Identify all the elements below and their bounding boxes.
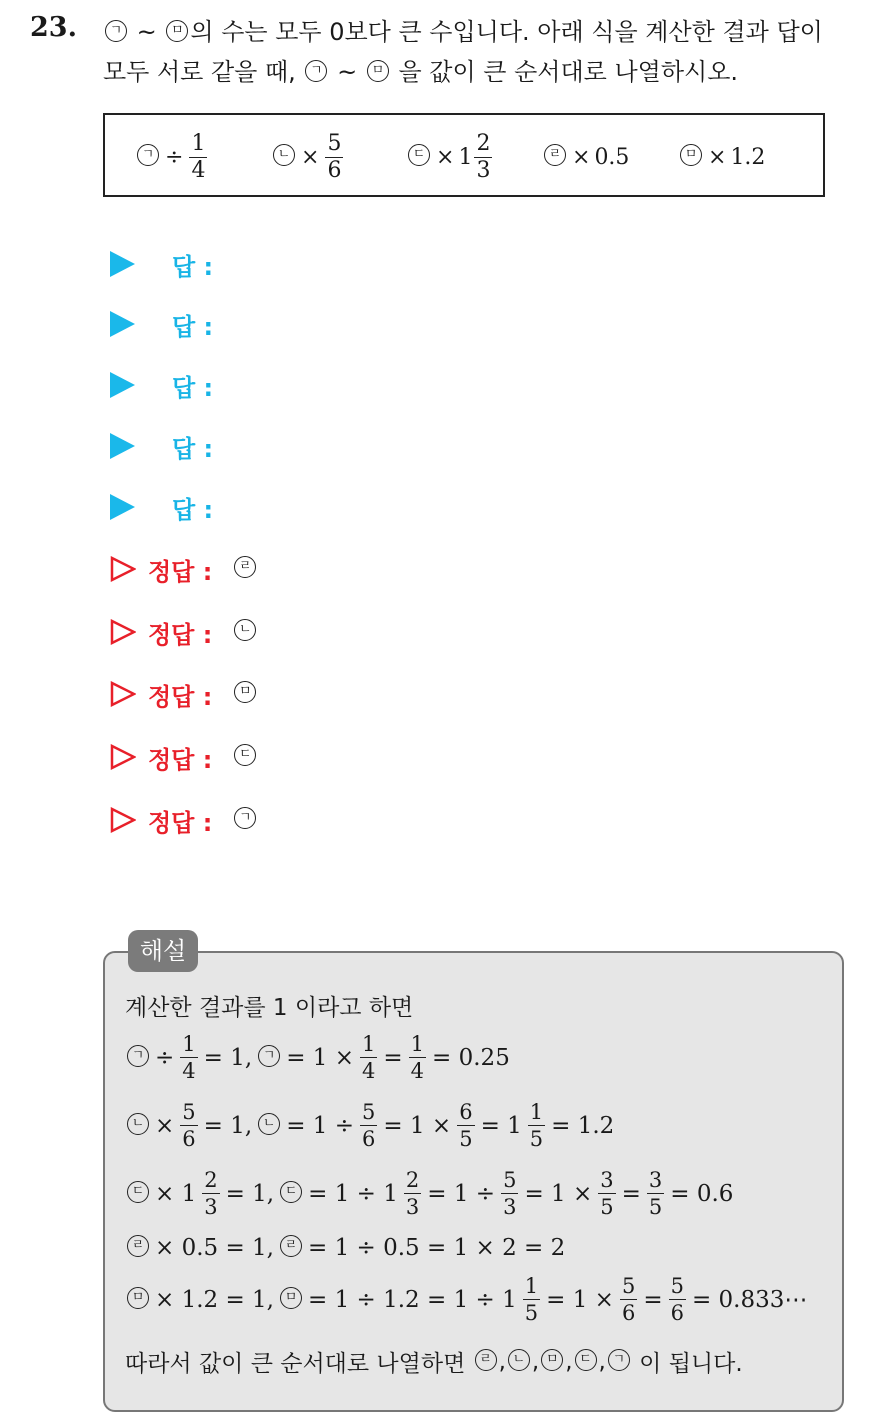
solution-line-e: ㅁ × 1.2 = 1, ㅁ = 1 ÷ 1.2 = 1 ÷ 1 $\frac{1}{5}$ = 1 × $\frac{5}{6}$ = $\frac{5}{6}$ = 0.833⋯ (125, 1273, 811, 1326)
solution-intro: 계산한 결과를 1 이라고 하면 (125, 995, 414, 1021)
correct-symbol: ㄴ (234, 619, 256, 641)
symbol-a-icon: ㄱ (305, 60, 327, 82)
answer-row: 답 : (110, 365, 135, 405)
correct-symbol: ㄹ (234, 556, 256, 578)
symbol-icon: ㅁ (680, 144, 702, 166)
correct-answer-row: 정답 : ㅁ (110, 674, 258, 714)
correct-answer-row: 정답 : ㄹ (110, 549, 258, 589)
expression-a: ㄱ ÷ $\frac{1}{4}$ (135, 115, 209, 199)
fraction: $\frac{2}{3}$ (476, 130, 491, 183)
solution-tag: 해설 (128, 930, 198, 972)
solution-line-a: ㄱ ÷ $\frac{1}{4}$ = 1, ㄱ = 1 × $\frac{1}{4}$ = $\frac{1}{4}$ = 0.25 (125, 1031, 514, 1084)
play-arrow-icon (110, 311, 135, 337)
play-arrow-icon (110, 251, 135, 277)
solution-line-c: ㄷ × 1 $\frac{2}{3}$ = 1, ㄷ = 1 ÷ 1 $\frac{2}{3}$ = 1 ÷ $\frac{5}{3}$ = 1 × $\frac{3}{5}$ = $\frac{3}{5}$ = 0.6 (125, 1167, 737, 1220)
expression-e: ㅁ × 1.2 (678, 115, 765, 199)
symbol-icon: ㄹ (544, 144, 566, 166)
correct-symbol: ㄷ (234, 744, 256, 766)
correct-symbol: ㄱ (234, 807, 256, 829)
solution-box (103, 951, 844, 1412)
answer-row: 답 : (110, 304, 135, 344)
question-line-1: ㄱ ~ ㅁ 의 수는 모두 0보다 큰 수입니다. 아래 식을 계산한 결과 답이 (103, 12, 873, 52)
outline-arrow-icon (110, 744, 136, 770)
symbol-icon: ㄱ (137, 144, 159, 166)
expression-d: ㄹ × 0.5 (542, 115, 629, 199)
outline-arrow-icon (110, 681, 136, 707)
fraction: $\frac{5}{6}$ (327, 130, 342, 183)
expression-c: ㄷ × 1 $\frac{2}{3}$ (406, 115, 494, 199)
correct-answer-row: 정답 : ㄴ (110, 612, 258, 652)
question-text (103, 12, 873, 92)
correct-answer-row: 정답 : ㄱ (110, 800, 258, 840)
symbol-e-icon: ㅁ (367, 60, 389, 82)
question-number: 23. (30, 12, 77, 43)
symbol-e-icon: ㅁ (166, 20, 188, 42)
play-arrow-icon (110, 433, 135, 459)
outline-arrow-icon (110, 807, 136, 833)
symbol-a-icon: ㄱ (105, 20, 127, 42)
correct-answer-row: 정답 : ㄷ (110, 737, 258, 777)
correct-symbol: ㅁ (234, 681, 256, 703)
play-arrow-icon (110, 372, 135, 398)
symbol-icon: ㄷ (408, 144, 430, 166)
answer-row: 답 : (110, 426, 135, 466)
expression-box (103, 113, 825, 197)
answer-row: 답 : (110, 487, 135, 527)
answer-row: 답 : (110, 244, 135, 284)
outline-arrow-icon (110, 619, 136, 645)
fraction: $\frac{1}{4}$ (191, 130, 206, 183)
solution-conclusion: 따라서 값이 큰 순서대로 나열하면 ㄹ , ㄴ , ㅁ , ㄷ , ㄱ 이 됩니다. (125, 1348, 743, 1377)
solution-line-d: ㄹ × 0.5 = 1, ㄹ = 1 ÷ 0.5 = 1 × 2 = 2 (125, 1235, 569, 1261)
symbol-icon: ㄴ (273, 144, 295, 166)
solution-line-b: ㄴ × $\frac{5}{6}$ = 1, ㄴ = 1 ÷ $\frac{5}{6}$ = 1 × $\frac{6}{5}$ = 1 $\frac{1}{5}$ = 1.2 (125, 1099, 618, 1152)
question-line-2: 모두 서로 같을 때, ㄱ ~ ㅁ 을 값이 큰 순서대로 나열하시오. (103, 58, 739, 86)
outline-arrow-icon (110, 556, 136, 582)
expression-b: ㄴ × $\frac{5}{6}$ (271, 115, 345, 199)
play-arrow-icon (110, 494, 135, 520)
